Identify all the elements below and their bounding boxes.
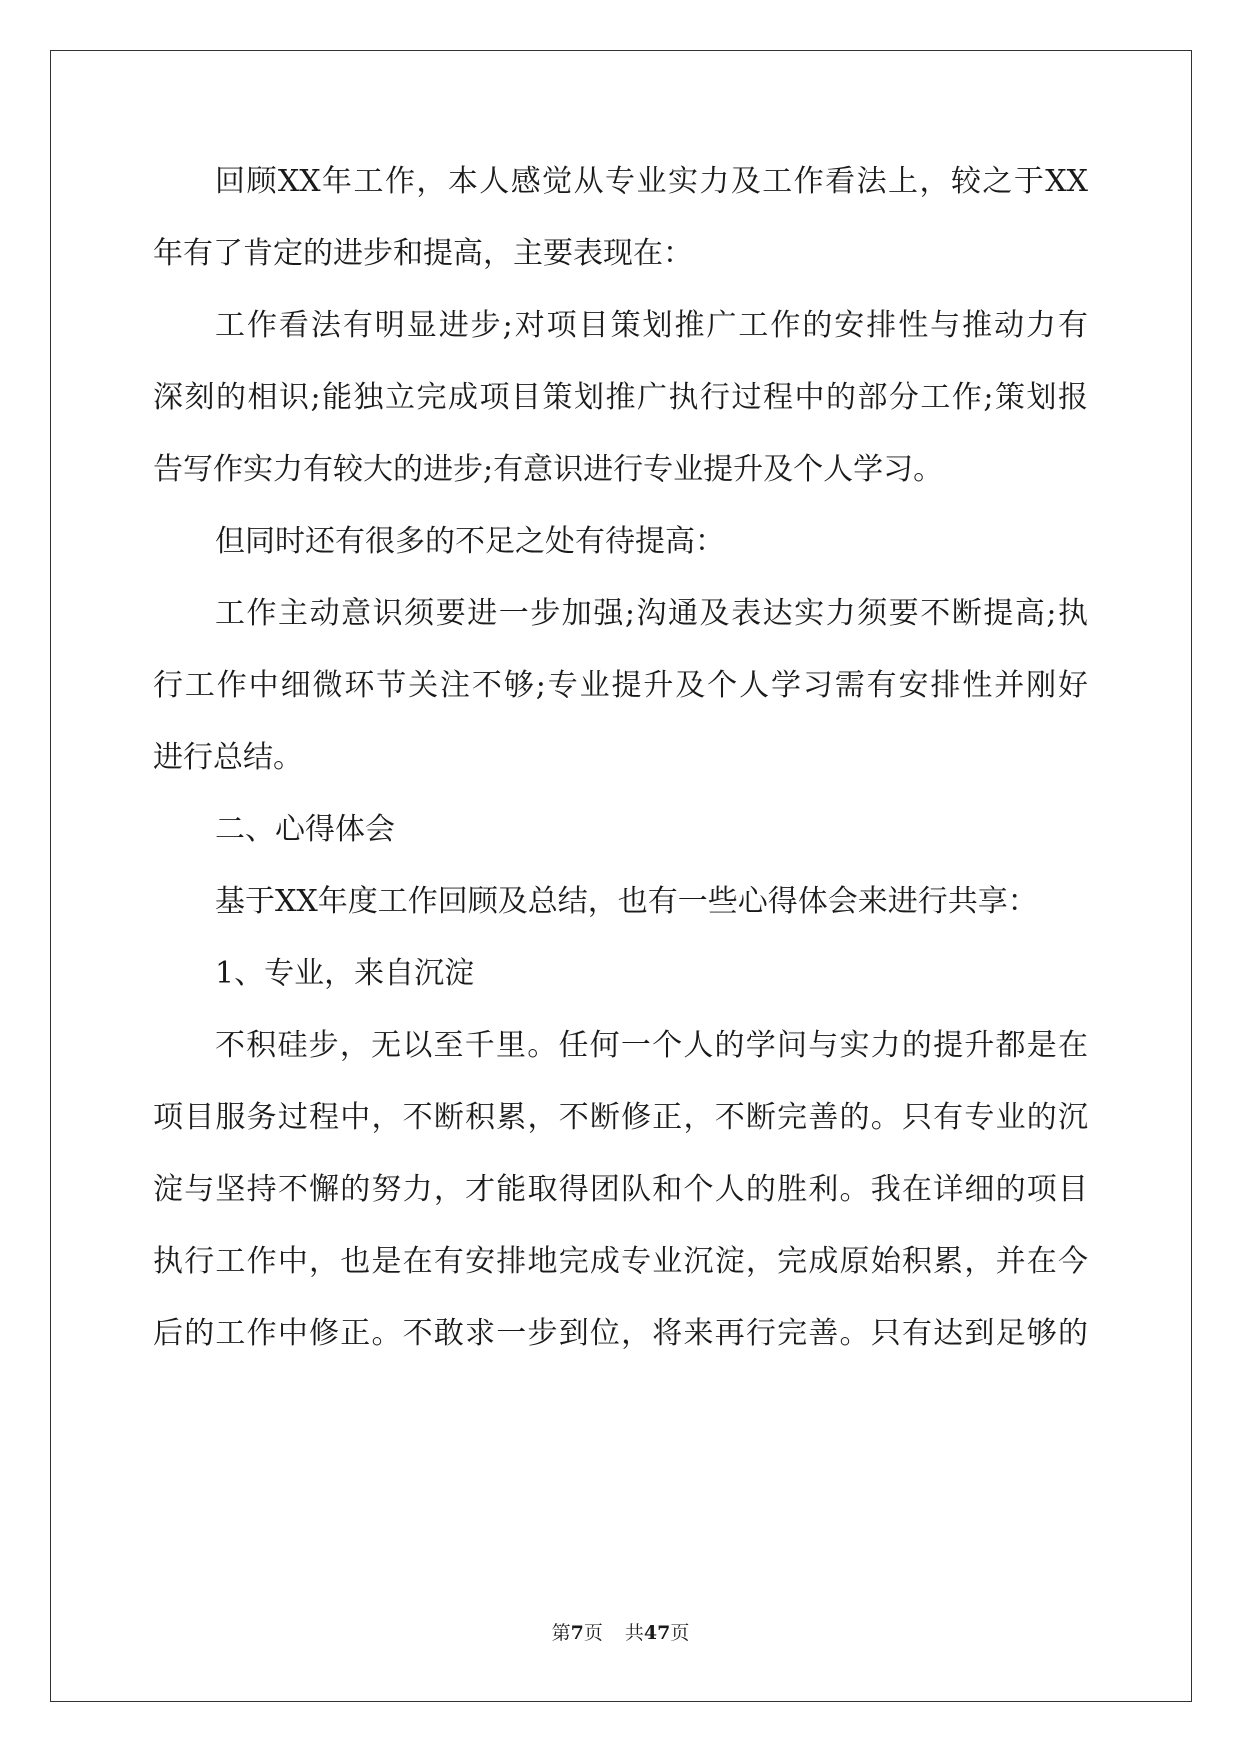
paragraph-line: 回顾XX年工作，本人感觉从专业实力及工作看法上，较之于XX	[215, 164, 1088, 199]
paragraph-line: 项目服务过程中，不断积累，不断修正，不断完善的。只有专业的沉	[153, 1100, 1088, 1135]
footer-total-prefix: 共	[624, 1622, 644, 1644]
paragraph-line: 后的工作中修正。不敢求一步到位，将来再行完善。只有达到足够的	[153, 1316, 1088, 1351]
paragraph-line: 执行工作中，也是在有安排地完成专业沉淀，完成原始积累，并在今	[153, 1244, 1088, 1279]
paragraph-line: 基于XX年度工作回顾及总结，也有一些心得体会来进行共享：	[215, 884, 1038, 919]
paragraph-line: 行工作中细微环节关注不够;专业提升及个人学习需有安排性并刚好	[153, 668, 1088, 703]
footer-total-pages: 47	[643, 1622, 671, 1644]
paragraph-line: 工作看法有明显进步;对项目策划推广工作的安排性与推动力有	[215, 308, 1088, 343]
footer-page-suffix: 页	[583, 1622, 603, 1644]
paragraph-line: 不积硅步，无以至千里。任何一个人的学问与实力的提升都是在	[215, 1028, 1088, 1063]
paragraph-line: 淀与坚持不懈的努力，才能取得团队和个人的胜利。我在详细的项目	[153, 1172, 1088, 1207]
page-footer	[0, 1621, 1241, 1645]
paragraph-line: 深刻的相识;能独立完成项目策划推广执行过程中的部分工作;策划报	[153, 380, 1088, 415]
paragraph-line: 年有了肯定的进步和提高，主要表现在：	[153, 236, 693, 271]
paragraph-line: 告写作实力有较大的进步;有意识进行专业提升及个人学习。	[153, 452, 944, 487]
subsection-heading: 1、专业，来自沉淀	[215, 956, 475, 991]
footer-page-prefix: 第	[551, 1622, 571, 1644]
page-border	[50, 50, 1192, 1702]
paragraph-line: 但同时还有很多的不足之处有待提高：	[215, 524, 725, 559]
paragraph-line: 进行总结。	[153, 740, 303, 775]
section-heading: 二、心得体会	[215, 812, 395, 847]
paragraph-line: 工作主动意识须要进一步加强;沟通及表达实力须要不断提高;执	[215, 596, 1088, 631]
footer-total-suffix: 页	[670, 1622, 690, 1644]
footer-page-number: 7	[570, 1622, 584, 1644]
